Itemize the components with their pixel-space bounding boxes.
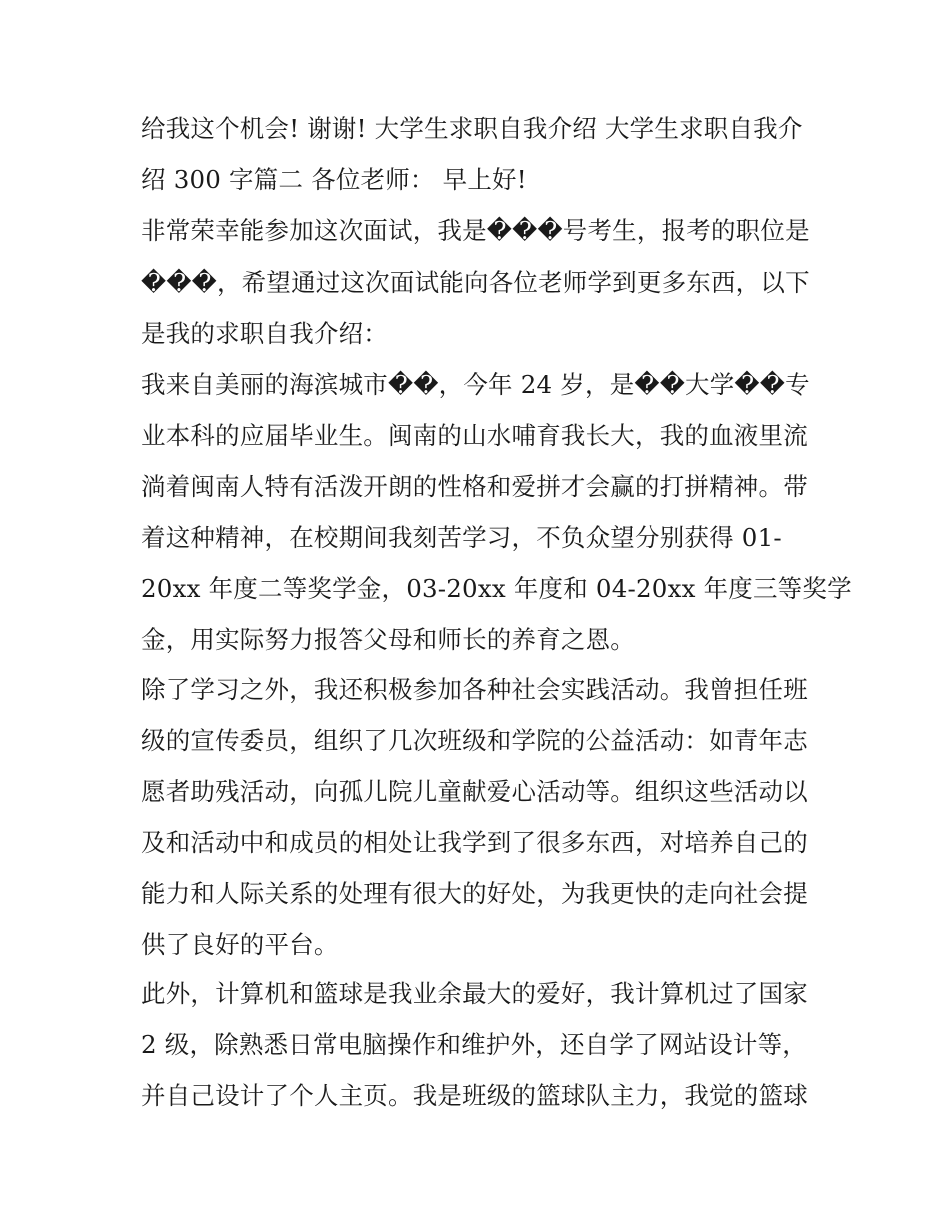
text-line: 着这种精神，在校期间我刻苦学习，不负众望分别获得 01- <box>141 523 782 552</box>
text-line: 绍 300 字篇二 各位老师： 早上好! <box>141 165 527 194</box>
text-line: 并自己设计了个人主页。我是班级的篮球队主力，我觉的篮球 <box>141 1081 808 1110</box>
text-line: 除了学习之外，我还积极参加各种社会实践活动。我曾担任班 <box>141 675 808 704</box>
text-line: 淌着闽南人特有活泼开朗的性格和爱拼才会赢的打拼精神。带 <box>141 472 808 501</box>
text-line: 2 级，除熟悉日常电脑操作和维护外，还自学了网站设计等， <box>141 1030 807 1059</box>
text-line: 此外，计算机和篮球是我业余最大的爱好，我计算机过了国家 <box>141 979 808 1008</box>
text-line: 供了良好的平台。 <box>141 930 339 959</box>
text-line: 20xx 年度二等奖学金，03-20xx 年度和 04-20xx 年度三等奖学 <box>141 574 852 603</box>
text-line: 非常荣幸能参加这次面试，我是���号考生，报考的职位是 <box>141 216 810 245</box>
text-line: 业本科的应届毕业生。闽南的山水哺育我长大，我的血液里流 <box>141 421 808 450</box>
text-line: 金，用实际努力报答父母和师长的养育之恩。 <box>141 625 635 654</box>
text-line: 级的宣传委员，组织了几次班级和学院的公益活动：如青年志 <box>141 726 808 755</box>
text-line: 我来自美丽的海滨城市��，今年 24 岁，是��大学��专 <box>141 370 810 399</box>
text-line: 给我这个机会! 谢谢! 大学生求职自我介绍 大学生求职自我介 <box>141 114 803 143</box>
text-line: 愿者助残活动，向孤儿院儿童献爱心活动等。组织这些活动以 <box>141 777 808 806</box>
text-line: 能力和人际关系的处理有很大的好处，为我更快的走向社会提 <box>141 879 808 908</box>
text-line: ���，希望通过这次面试能向各位老师学到更多东西，以下 <box>141 268 810 297</box>
text-line: 是我的求职自我介绍： <box>141 319 388 348</box>
text-line: 及和活动中和成员的相处让我学到了很多东西，对培养自己的 <box>141 828 808 857</box>
